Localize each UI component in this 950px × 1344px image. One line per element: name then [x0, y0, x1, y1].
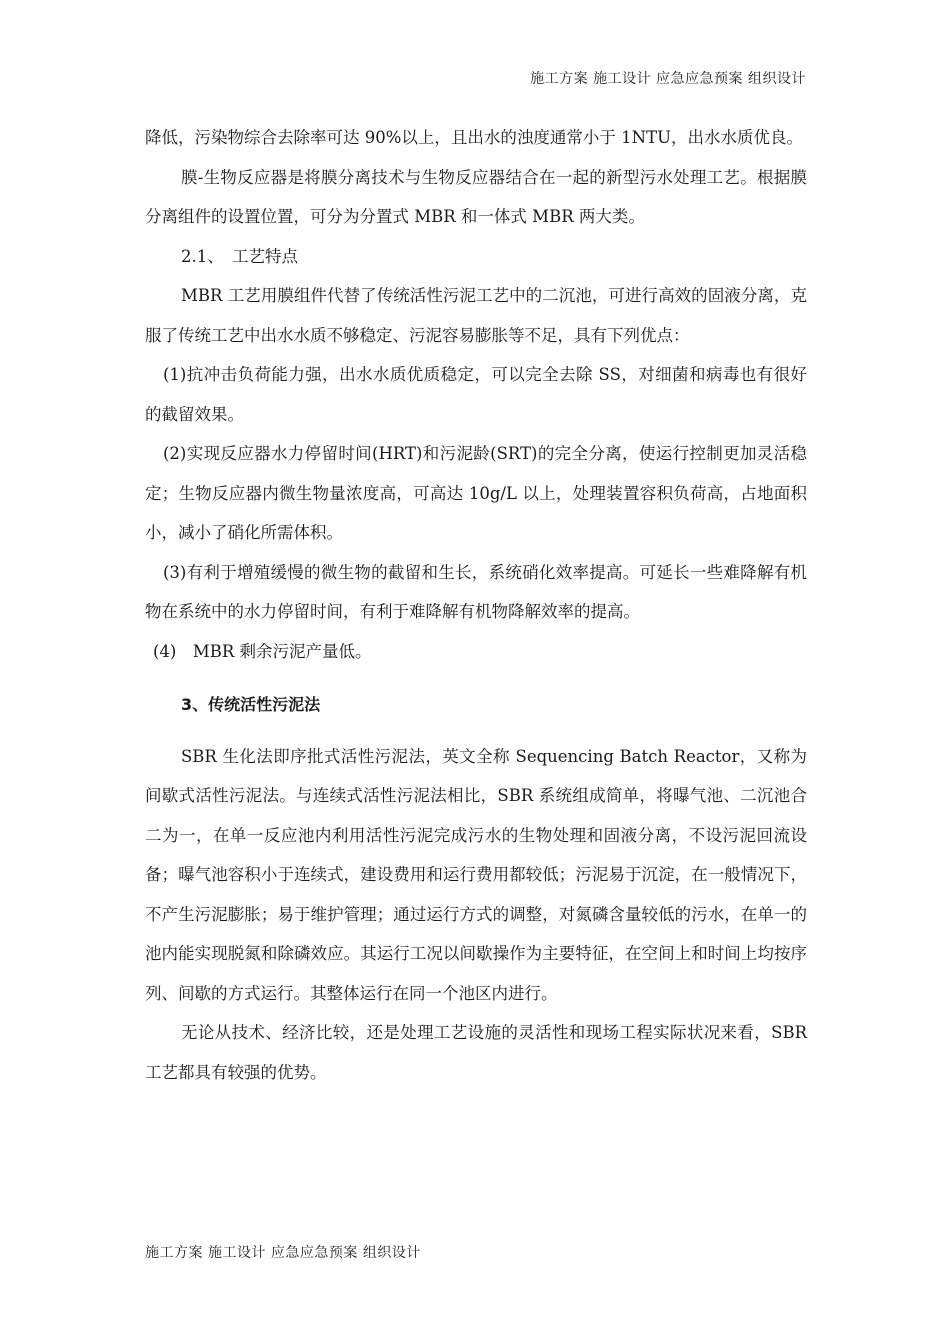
list-item-2: (2)实现反应器水力停留时间(HRT)和污泥龄(SRT)的完全分离，使运行控制更加灵活稳定；生物反应器内微生物量浓度高，可高达 10g/L 以上，处理装置容积负荷高，占地面积小，减小了硝化所需体积。 — [145, 444, 807, 542]
paragraph-mbr-intro: 膜-生物反应器是将膜分离技术与生物反应器结合在一起的新型污水处理工艺。根据膜分离组件的设置位置，可分为分置式 MBR 和一体式 MBR 两大类。 — [145, 167, 807, 226]
list-item-4: (4) MBR 剩余污泥产量低。 — [153, 641, 372, 661]
page-header: 施工方案 施工设计 应急应急预案 组织设计 — [530, 71, 806, 87]
paragraph-continuation: 降低，污染物综合去除率可达 90%以上，且出水的浊度通常小于 1NTU，出水水质优良。 — [145, 128, 804, 147]
subsection-heading: 2.1、 工艺特点 — [181, 246, 298, 266]
page-footer: 施工方案 施工设计 应急应急预案 组织设计 — [145, 1245, 421, 1261]
paragraph-conclusion: 无论从技术、经济比较，还是处理工艺设施的灵活性和现场工程实际状况来看，SBR 工艺都具有较强的优势。 — [145, 1023, 807, 1082]
document-body — [145, 118, 807, 1092]
list-item-1: (1)抗冲击负荷能力强，出水水质优质稳定，可以完全去除 SS，对细菌和病毒也有很好的截留效果。 — [145, 365, 807, 424]
list-item-3: (3)有利于增殖缓慢的微生物的截留和生长，系统硝化效率提高。可延长一些难降解有机物在系统中的水力停留时间，有利于难降解有机物降解效率的提高。 — [145, 562, 807, 621]
section-heading: 3、传统活性污泥法 — [181, 695, 321, 714]
paragraph-sbr: SBR 生化法即序批式活性污泥法，英文全称 Sequencing Batch Reactor，又称为间歇式活性污泥法。与连续式活性污泥法相比，SBR 系统组成简单，将曝气池、二沉池合二为一，在单一反应池内利用活性污泥完成污水的生物处理和固液分离，不设污泥回流设备；曝气池容积小于连续式，建设费用和运行费用都较低；污泥易于沉淀，在一般情况下，不产生污泥膨胀；易于维护管理；通过运行方式的调整，对氮磷含量较低的污水，在单一的池内能实现脱氮和除磷效应。其运行工况以间歇操作为主要特征，在空间上和时间上均按序列、间歇的方式运行。其整体运行在同一个池区内进行。 — [145, 746, 807, 1003]
paragraph-mbr-features: MBR 工艺用膜组件代替了传统活性污泥工艺中的二沉池，可进行高效的固液分离，克服了传统工艺中出水水质不够稳定、污泥容易膨胀等不足，具有下列优点： — [145, 286, 807, 345]
